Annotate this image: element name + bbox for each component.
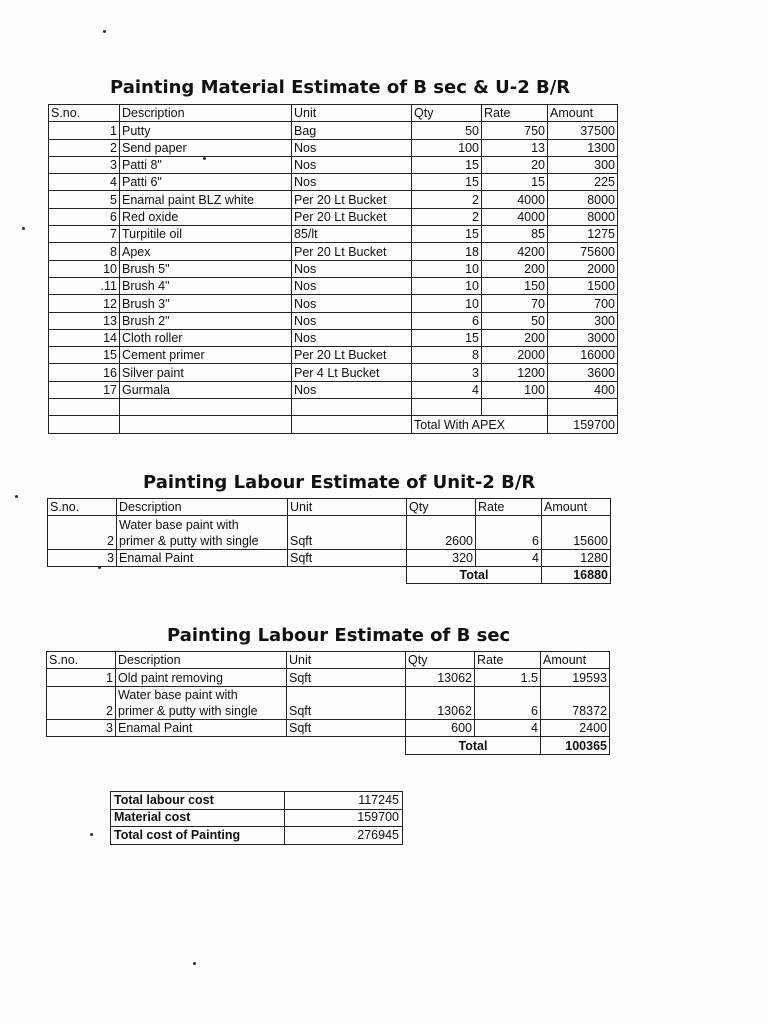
row-rate: 70 — [482, 295, 548, 312]
row-unit: Nos — [292, 312, 412, 329]
header-description: Description — [120, 105, 292, 122]
summary-value: 159700 — [285, 809, 403, 827]
row-unit: Sqft — [287, 720, 406, 737]
row-sno: 8 — [49, 243, 120, 260]
scan-speck — [103, 30, 106, 33]
table-row — [49, 260, 618, 277]
row-description: Apex — [120, 243, 292, 260]
row-unit: Sqft — [288, 549, 407, 566]
row-amount: 300 — [548, 312, 618, 329]
row-unit: Sqft — [287, 703, 406, 720]
row-rate: 4 — [476, 549, 542, 566]
table-row — [49, 191, 618, 208]
row-description: Turpitile oil — [120, 226, 292, 243]
header-sno: S.no. — [49, 105, 120, 122]
summary-value: 276945 — [285, 827, 403, 845]
header-qty: Qty — [412, 105, 482, 122]
row-sno: 3 — [47, 720, 116, 737]
row-description: Silver paint — [120, 364, 292, 381]
row-amount: 15600 — [542, 533, 611, 550]
bsec-total-value: 100365 — [541, 737, 610, 754]
summary-value: 117245 — [285, 792, 403, 810]
row-description-line1: Water base paint with — [117, 516, 288, 533]
row-sno: 14 — [49, 329, 120, 346]
unit2-header-row — [48, 499, 611, 516]
row-rate: 4200 — [482, 243, 548, 260]
row-unit: Per 20 Lt Bucket — [292, 243, 412, 260]
table-row — [49, 122, 618, 139]
row-unit: Nos — [292, 277, 412, 294]
row-rate: 4000 — [482, 191, 548, 208]
row-sno: 6 — [49, 208, 120, 225]
bsec-table — [46, 651, 610, 755]
row-qty: 8 — [412, 347, 482, 364]
row-unit: Nos — [292, 156, 412, 173]
row-amount: 225 — [548, 174, 618, 191]
row-amount: 2000 — [548, 260, 618, 277]
table-row — [49, 329, 618, 346]
table-row — [49, 156, 618, 173]
summary-label: Total cost of Painting — [111, 827, 285, 845]
row-description: Cement primer — [120, 347, 292, 364]
row-sno: 3 — [49, 156, 120, 173]
row-sno: 2 — [47, 703, 116, 720]
row-amount: 3000 — [548, 329, 618, 346]
table-row — [49, 277, 618, 294]
row-description: Gurmala — [120, 381, 292, 398]
row-rate: 1200 — [482, 364, 548, 381]
row-unit: 85/lt — [292, 226, 412, 243]
row-unit: Nos — [292, 329, 412, 346]
row-sno: 5 — [49, 191, 120, 208]
row-amount: 2400 — [541, 720, 610, 737]
row-rate: 6 — [475, 703, 541, 720]
summary-row — [111, 792, 403, 810]
row-sno: 17 — [49, 381, 120, 398]
table-row — [49, 381, 618, 398]
row-description: Brush 4" — [120, 277, 292, 294]
row-amount: 8000 — [548, 208, 618, 225]
row-unit: Per 20 Lt Bucket — [292, 208, 412, 225]
table-row — [49, 364, 618, 381]
row-unit: Per 4 Lt Bucket — [292, 364, 412, 381]
row-qty: 3 — [412, 364, 482, 381]
material-total-value: 159700 — [548, 416, 618, 433]
table-row — [49, 226, 618, 243]
material-header-row — [49, 105, 618, 122]
header-amount: Amount — [542, 499, 611, 516]
row-rate: 15 — [482, 174, 548, 191]
row-unit: Sqft — [288, 533, 407, 550]
row-qty: 6 — [412, 312, 482, 329]
material-total-label: Total With APEX — [412, 416, 548, 433]
row-rate: 150 — [482, 277, 548, 294]
bsec-total-row — [47, 737, 610, 754]
material-blank-row — [49, 399, 618, 416]
row-rate: 6 — [476, 533, 542, 550]
row-sno: 2 — [48, 533, 117, 550]
unit2-total-value: 16880 — [542, 567, 611, 584]
row-qty: 13062 — [406, 703, 475, 720]
header-qty: Qty — [406, 652, 475, 669]
table-row — [49, 243, 618, 260]
row-amount: 1500 — [548, 277, 618, 294]
row-description: Patti 6" — [120, 174, 292, 191]
row-sno: 13 — [49, 312, 120, 329]
row-unit: Per 20 Lt Bucket — [292, 191, 412, 208]
row-unit: Sqft — [287, 669, 406, 686]
row-description: Putty — [120, 122, 292, 139]
row-rate: 1.5 — [475, 669, 541, 686]
row-unit: Per 20 Lt Bucket — [292, 347, 412, 364]
row-unit: Nos — [292, 381, 412, 398]
row-amount: 400 — [548, 381, 618, 398]
header-unit: Unit — [288, 499, 407, 516]
row-description: Enamal paint BLZ white — [120, 191, 292, 208]
row-sno: 7 — [49, 226, 120, 243]
table-row — [49, 208, 618, 225]
row-qty: 100 — [412, 139, 482, 156]
table-row — [49, 347, 618, 364]
row-rate: 750 — [482, 122, 548, 139]
row-qty: 18 — [412, 243, 482, 260]
row-sno: 4 — [49, 174, 120, 191]
row-unit: Nos — [292, 260, 412, 277]
row-sno: 1 — [49, 122, 120, 139]
row-description-line2: primer & putty with single — [117, 533, 288, 550]
material-table — [48, 104, 618, 434]
row-rate: 13 — [482, 139, 548, 156]
row-description: Cloth roller — [120, 329, 292, 346]
row-qty: 10 — [412, 295, 482, 312]
row-unit: Nos — [292, 174, 412, 191]
table-row — [47, 669, 610, 686]
row-description: Send paper — [120, 139, 292, 156]
row-qty: 15 — [412, 329, 482, 346]
table-row — [48, 533, 611, 550]
header-amount: Amount — [541, 652, 610, 669]
row-unit: Bag — [292, 122, 412, 139]
header-sno: S.no. — [48, 499, 117, 516]
row-description: Brush 2" — [120, 312, 292, 329]
scan-speck — [15, 495, 18, 498]
summary-row — [111, 827, 403, 845]
header-sno: S.no. — [47, 652, 116, 669]
row-sno: 15 — [49, 347, 120, 364]
row-amount: 1275 — [548, 226, 618, 243]
row-sno: .11 — [49, 277, 120, 294]
unit2-total-row — [48, 567, 611, 584]
header-unit: Unit — [292, 105, 412, 122]
row-unit: Nos — [292, 139, 412, 156]
row-amount: 19593 — [541, 669, 610, 686]
row-rate: 85 — [482, 226, 548, 243]
scan-speck — [22, 227, 25, 230]
table-row — [47, 686, 610, 703]
row-description-line1: Water base paint with — [116, 686, 287, 703]
row-description: Brush 5" — [120, 260, 292, 277]
row-rate: 200 — [482, 329, 548, 346]
row-rate: 50 — [482, 312, 548, 329]
table-row — [49, 312, 618, 329]
summary-label: Material cost — [111, 809, 285, 827]
unit2-title: Painting Labour Estimate of Unit-2 B/R — [143, 472, 536, 493]
material-total-row — [49, 416, 618, 433]
row-description: Enamal Paint — [116, 720, 287, 737]
row-rate: 4000 — [482, 208, 548, 225]
row-rate: 2000 — [482, 347, 548, 364]
summary-label: Total labour cost — [111, 792, 285, 810]
header-rate: Rate — [482, 105, 548, 122]
row-description: Old paint removing — [116, 669, 287, 686]
row-description-line2: primer & putty with single — [116, 703, 287, 720]
row-sno: 16 — [49, 364, 120, 381]
row-sno: 1 — [47, 669, 116, 686]
bsec-title: Painting Labour Estimate of B sec — [167, 625, 511, 646]
row-qty: 15 — [412, 226, 482, 243]
row-qty: 2600 — [407, 533, 476, 550]
header-amount: Amount — [548, 105, 618, 122]
row-qty: 13062 — [406, 669, 475, 686]
row-qty: 2 — [412, 208, 482, 225]
row-amount: 37500 — [548, 122, 618, 139]
row-rate: 100 — [482, 381, 548, 398]
scan-speck — [98, 566, 101, 569]
row-description: Patti 8" — [120, 156, 292, 173]
unit2-table — [47, 498, 611, 584]
row-qty: 4 — [412, 381, 482, 398]
row-qty: 10 — [412, 260, 482, 277]
scan-speck — [90, 833, 93, 836]
row-rate: 4 — [475, 720, 541, 737]
row-sno: 2 — [49, 139, 120, 156]
header-rate: Rate — [476, 499, 542, 516]
header-description: Description — [117, 499, 288, 516]
row-amount: 1280 — [542, 549, 611, 566]
bsec-header-row — [47, 652, 610, 669]
row-description: Enamal Paint — [117, 549, 288, 566]
row-amount: 78372 — [541, 703, 610, 720]
row-qty: 2 — [412, 191, 482, 208]
summary-table — [110, 791, 403, 845]
row-sno: 10 — [49, 260, 120, 277]
table-row — [47, 720, 610, 737]
row-amount: 8000 — [548, 191, 618, 208]
table-row — [47, 703, 610, 720]
table-row — [49, 295, 618, 312]
row-qty: 600 — [406, 720, 475, 737]
bsec-total-label: Total — [406, 737, 541, 754]
scan-speck — [203, 157, 206, 160]
row-amount: 75600 — [548, 243, 618, 260]
row-description: Red oxide — [120, 208, 292, 225]
row-qty: 10 — [412, 277, 482, 294]
row-amount: 700 — [548, 295, 618, 312]
row-unit: Nos — [292, 295, 412, 312]
table-row — [49, 174, 618, 191]
summary-row — [111, 809, 403, 827]
scan-speck — [193, 962, 196, 965]
row-amount: 16000 — [548, 347, 618, 364]
row-sno: 12 — [49, 295, 120, 312]
table-row — [48, 549, 611, 566]
header-qty: Qty — [407, 499, 476, 516]
row-qty: 15 — [412, 156, 482, 173]
unit2-total-label: Total — [407, 567, 542, 584]
row-qty: 320 — [407, 549, 476, 566]
row-description: Brush 3" — [120, 295, 292, 312]
row-amount: 1300 — [548, 139, 618, 156]
row-sno: 3 — [48, 549, 117, 566]
table-row — [48, 516, 611, 533]
row-rate: 200 — [482, 260, 548, 277]
row-amount: 300 — [548, 156, 618, 173]
header-rate: Rate — [475, 652, 541, 669]
row-rate: 20 — [482, 156, 548, 173]
header-description: Description — [116, 652, 287, 669]
row-qty: 15 — [412, 174, 482, 191]
row-qty: 50 — [412, 122, 482, 139]
row-amount: 3600 — [548, 364, 618, 381]
table-row — [49, 139, 618, 156]
header-unit: Unit — [287, 652, 406, 669]
material-title: Painting Material Estimate of B sec & U-2 B/R — [110, 77, 571, 98]
